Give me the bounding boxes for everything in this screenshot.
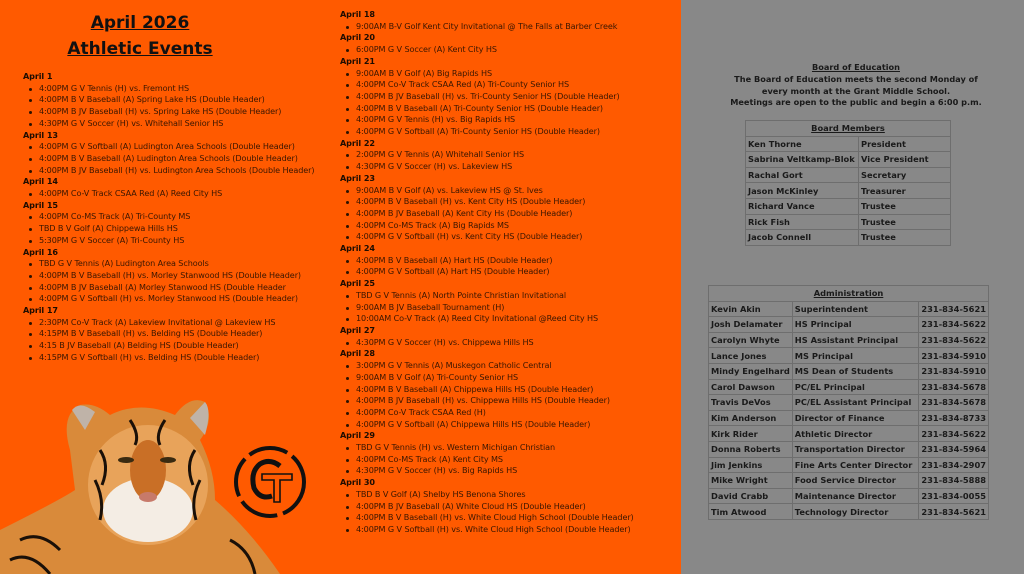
event-item: 4:00PM B V Baseball (A) Hart HS (Double Header) bbox=[340, 255, 634, 267]
cell-phone: 231-834-5622 bbox=[919, 426, 989, 442]
cell-phone: 231-834-0055 bbox=[919, 488, 989, 504]
cell-title: President bbox=[859, 136, 951, 152]
event-item: 4:00PM G V Softball (H) vs. White Cloud High School (Double Header) bbox=[340, 524, 634, 536]
event-item: 4:00PM B V Baseball (A) Tri-County Senior HS (Double Header) bbox=[340, 103, 634, 115]
cell-phone: 231-834-5910 bbox=[919, 363, 989, 379]
cell-title: Trustee bbox=[859, 198, 951, 214]
event-item: 4:00PM G V Softball (H) vs. Morley Stanwood HS (Double Header) bbox=[23, 293, 314, 305]
event-date: April 24 bbox=[340, 243, 375, 254]
table-row bbox=[746, 198, 951, 214]
cell-title: Trustee bbox=[859, 230, 951, 246]
event-item: 4:00PM B V Baseball (H) vs. Morley Stanwood HS (Double Header) bbox=[23, 270, 314, 282]
table-row bbox=[746, 214, 951, 230]
event-item: 9:00AM B V Golf (A) vs. Lakeview HS @ St. Ives bbox=[340, 185, 634, 197]
table-row bbox=[709, 379, 989, 395]
event-item: TBD G V Tennis (A) North Pointe Christian Invitational bbox=[340, 290, 634, 302]
event-item: 4:00PM G V Tennis (H) vs. Fremont HS bbox=[23, 83, 314, 95]
cell-title: Technology Director bbox=[792, 504, 919, 520]
event-item: 4:00PM G V Softball (A) Tri-County Senior HS (Double Header) bbox=[340, 126, 634, 138]
event-date: April 27 bbox=[340, 324, 375, 335]
event-item: 5:30PM G V Soccer (A) Tri-County HS bbox=[23, 235, 314, 247]
cell-title: HS Principal bbox=[792, 317, 919, 333]
cell-phone: 231-834-2907 bbox=[919, 457, 989, 473]
event-date: April 18 bbox=[340, 9, 375, 19]
cell-title: Vice President bbox=[859, 152, 951, 168]
table-row bbox=[709, 317, 989, 333]
cell-name: David Crabb bbox=[709, 488, 793, 504]
event-item: 4:00PM B JV Baseball (H) vs. Ludington Area Schools (Double Header) bbox=[23, 165, 314, 177]
event-item: 4:00PM G V Softball (H) vs. Kent City HS (Double Header) bbox=[340, 231, 634, 243]
event-item: 4:00PM G V Softball (A) Ludington Area Schools (Double Header) bbox=[23, 141, 314, 153]
table-row bbox=[709, 426, 989, 442]
cell-name: Mindy Engelhard bbox=[709, 363, 793, 379]
board-of-education-heading: Board of Education bbox=[811, 62, 900, 72]
cell-title: MS Principal bbox=[792, 348, 919, 364]
event-item: 4:00PM B JV Baseball (H) vs. Spring Lake HS (Double Header) bbox=[23, 106, 314, 118]
notice-line: every month at the Grant Middle School. bbox=[761, 85, 951, 96]
event-date: April 23 bbox=[340, 172, 375, 183]
cell-name: Kevin Akin bbox=[709, 301, 793, 317]
cell-title: Maintenance Director bbox=[792, 488, 919, 504]
cell-title: Director of Finance bbox=[792, 410, 919, 426]
cell-phone: 231-834-5910 bbox=[919, 348, 989, 364]
cell-name: Mike Wright bbox=[709, 473, 793, 489]
event-item: 4:30PM G V Soccer (H) vs. Whitehall Senior HS bbox=[23, 118, 314, 130]
cell-title: Secretary bbox=[859, 167, 951, 183]
event-item: 4:00PM B JV Baseball (A) Kent City Hs (Double Header) bbox=[340, 208, 634, 220]
cell-phone: 231-834-5622 bbox=[919, 317, 989, 333]
cell-title: Transportation Director bbox=[792, 441, 919, 457]
event-item: 4:00PM B JV Baseball (H) vs. Tri-County Senior HS (Double Header) bbox=[340, 91, 634, 103]
cell-phone: 231-834-5678 bbox=[919, 395, 989, 411]
event-date: April 16 bbox=[23, 246, 58, 257]
event-item: TBD G V Tennis (A) Ludington Area Schools bbox=[23, 258, 314, 270]
cell-name: Donna Roberts bbox=[709, 441, 793, 457]
event-item: TBD B V Golf (A) Chippewa Hills HS bbox=[23, 223, 314, 235]
event-date: April 17 bbox=[23, 305, 58, 316]
notice-line: The Board of Education meets the second Monday of bbox=[734, 73, 978, 84]
table-row bbox=[709, 504, 989, 520]
table-row bbox=[709, 410, 989, 426]
event-item: 4:00PM B V Baseball (A) Ludington Area Schools (Double Header) bbox=[23, 153, 314, 165]
event-item: 4:00PM B V Baseball (A) Spring Lake HS (Double Header) bbox=[23, 94, 314, 106]
event-item: 9:00AM B V Golf (A) Big Rapids HS bbox=[340, 68, 634, 80]
event-item: 3:00PM G V Tennis (A) Muskegon Catholic Central bbox=[340, 360, 634, 372]
table-row bbox=[709, 473, 989, 489]
cell-name: Kirk Rider bbox=[709, 426, 793, 442]
cell-title: Fine Arts Center Director bbox=[792, 457, 919, 473]
event-item: 2:30PM Co-V Track (A) Lakeview Invitational @ Lakeview HS bbox=[23, 317, 314, 329]
table-row bbox=[746, 167, 951, 183]
title-line-2: Athletic Events bbox=[67, 39, 213, 59]
table-row bbox=[746, 136, 951, 152]
event-item: 4:00PM B JV Baseball (H) vs. Chippewa Hills HS (Double Header) bbox=[340, 395, 634, 407]
event-item: TBD G V Tennis (H) vs. Western Michigan Christian bbox=[340, 442, 634, 454]
event-item: 6:00PM G V Soccer (A) Kent City HS bbox=[340, 44, 634, 56]
cell-title: Athletic Director bbox=[792, 426, 919, 442]
table-row bbox=[709, 363, 989, 379]
cell-name: Rachal Gort bbox=[746, 167, 859, 183]
cell-name: Rick Fish bbox=[746, 214, 859, 230]
event-item: 4:00PM Co-MS Track (A) Big Rapids MS bbox=[340, 220, 634, 232]
table-row bbox=[709, 457, 989, 473]
cell-title: HS Assistant Principal bbox=[792, 332, 919, 348]
cell-title: Food Service Director bbox=[792, 473, 919, 489]
table-row bbox=[746, 230, 951, 246]
event-item: 4:00PM G V Softball (A) Chippewa Hills HS (Double Header) bbox=[340, 419, 634, 431]
cell-name: Carol Dawson bbox=[709, 379, 793, 395]
event-item: 4:00PM Co-MS Track (A) Tri-County MS bbox=[23, 211, 314, 223]
table-row bbox=[709, 488, 989, 504]
event-date: April 30 bbox=[340, 477, 375, 488]
cell-title: Superintendent bbox=[792, 301, 919, 317]
event-item: 4:00PM Co-MS Track (A) Kent City MS bbox=[340, 454, 634, 466]
event-item: 4:15PM B V Baseball (H) vs. Belding HS (Double Header) bbox=[23, 328, 314, 340]
schedule-middle bbox=[340, 9, 634, 536]
cell-title: Trustee bbox=[859, 214, 951, 230]
table-row bbox=[709, 332, 989, 348]
event-item: 4:00PM Co-V Track CSAA Red (H) bbox=[340, 407, 634, 419]
event-date: April 25 bbox=[340, 278, 375, 289]
cell-name: Josh Delamater bbox=[709, 317, 793, 333]
cell-name: Travis DeVos bbox=[709, 395, 793, 411]
cell-name: Jason McKinley bbox=[746, 183, 859, 199]
cell-name: Kim Anderson bbox=[709, 410, 793, 426]
table-row bbox=[709, 301, 989, 317]
event-date: April 29 bbox=[340, 430, 375, 441]
board-members-table bbox=[745, 120, 951, 246]
cell-phone: 231-834-5621 bbox=[919, 301, 989, 317]
event-item: 10:00AM Co-V Track (A) Reed City Invitational @Reed City HS bbox=[340, 313, 634, 325]
table-row bbox=[709, 395, 989, 411]
cell-name: Carolyn Whyte bbox=[709, 332, 793, 348]
board-of-education-notice bbox=[716, 62, 996, 109]
event-date: April 20 bbox=[340, 32, 375, 43]
table-row bbox=[709, 441, 989, 457]
event-item: 4:30PM G V Soccer (H) vs. Big Rapids HS bbox=[340, 465, 634, 477]
event-item: 9:00AM B V Golf (A) Tri-County Senior HS bbox=[340, 372, 634, 384]
table-row bbox=[746, 152, 951, 168]
event-item: 2:00PM G V Tennis (A) Whitehall Senior HS bbox=[340, 149, 634, 161]
cell-name: Ken Thorne bbox=[746, 136, 859, 152]
notice-line: Meetings are open to the public and begin a 6:00 p.m. bbox=[730, 97, 982, 108]
event-item: 9:00AM B-V Golf Kent City Invitational @ The Falls at Barber Creek bbox=[340, 21, 634, 33]
cell-name: Jacob Connell bbox=[746, 230, 859, 246]
event-item: 4:00PM B V Baseball (H) vs. White Cloud High School (Double Header) bbox=[340, 512, 634, 524]
cell-phone: 231-834-8733 bbox=[919, 410, 989, 426]
event-item: 4:30PM G V Soccer (H) vs. Lakeview HS bbox=[340, 161, 634, 173]
cell-phone: 231-834-5621 bbox=[919, 504, 989, 520]
cell-name: Tim Atwood bbox=[709, 504, 793, 520]
event-date: April 13 bbox=[23, 129, 58, 140]
cell-name: Lance Jones bbox=[709, 348, 793, 364]
schedule-left bbox=[23, 71, 314, 364]
administration-heading: Administration bbox=[709, 286, 989, 302]
cell-name: Richard Vance bbox=[746, 198, 859, 214]
event-item: 4:00PM G V Tennis (H) vs. Big Rapids HS bbox=[340, 114, 634, 126]
event-item: 9:00AM B JV Baseball Tournament (H) bbox=[340, 302, 634, 314]
event-date: April 21 bbox=[340, 55, 375, 66]
event-item: 4:15PM G V Softball (H) vs. Belding HS (Double Header) bbox=[23, 352, 314, 364]
event-item: 4:00PM G V Softball (A) Hart HS (Double Header) bbox=[340, 266, 634, 278]
board-members-heading: Board Members bbox=[746, 121, 951, 137]
gt-logo-icon bbox=[232, 444, 308, 520]
cell-title: PC/EL Principal bbox=[792, 379, 919, 395]
event-item: 4:00PM Co-V Track CSAA Red (A) Reed City HS bbox=[23, 188, 314, 200]
cell-title: PC/EL Assistant Principal bbox=[792, 395, 919, 411]
cell-name: Sabrina Veltkamp-Blok bbox=[746, 152, 859, 168]
event-item: 4:00PM Co-V Track CSAA Red (A) Tri-County Senior HS bbox=[340, 79, 634, 91]
event-item: 4:00PM B JV Baseball (A) Morley Stanwood HS (Double Header bbox=[23, 282, 314, 294]
event-item: 4:00PM B V Baseball (H) vs. Kent City HS (Double Header) bbox=[340, 196, 634, 208]
table-row bbox=[709, 348, 989, 364]
cell-phone: 231-834-5964 bbox=[919, 441, 989, 457]
event-date: April 1 bbox=[23, 71, 53, 81]
title-line-1: April 2026 bbox=[90, 13, 190, 33]
cell-phone: 231-834-5678 bbox=[919, 379, 989, 395]
cell-name: Jim Jenkins bbox=[709, 457, 793, 473]
administration-table bbox=[708, 285, 989, 520]
event-date: April 28 bbox=[340, 348, 375, 359]
event-date: April 14 bbox=[23, 176, 58, 187]
cell-phone: 231-834-5888 bbox=[919, 473, 989, 489]
cell-phone: 231-834-5622 bbox=[919, 332, 989, 348]
event-date: April 15 bbox=[23, 199, 58, 210]
event-item: 4:30PM G V Soccer (H) vs. Chippewa Hills HS bbox=[340, 337, 634, 349]
cell-title: Treasurer bbox=[859, 183, 951, 199]
event-item: 4:15 B JV Baseball (A) Belding HS (Double Header) bbox=[23, 340, 314, 352]
event-date: April 22 bbox=[340, 137, 375, 148]
event-item: TBD B V Golf (A) Shelby HS Benona Shores bbox=[340, 489, 634, 501]
table-row bbox=[746, 183, 951, 199]
event-item: 4:00PM B JV Baseball (A) White Cloud HS (Double Header) bbox=[340, 501, 634, 513]
cell-title: MS Dean of Students bbox=[792, 363, 919, 379]
event-item: 4:00PM B V Baseball (A) Chippewa Hills HS (Double Header) bbox=[340, 384, 634, 396]
page-title bbox=[40, 10, 240, 62]
